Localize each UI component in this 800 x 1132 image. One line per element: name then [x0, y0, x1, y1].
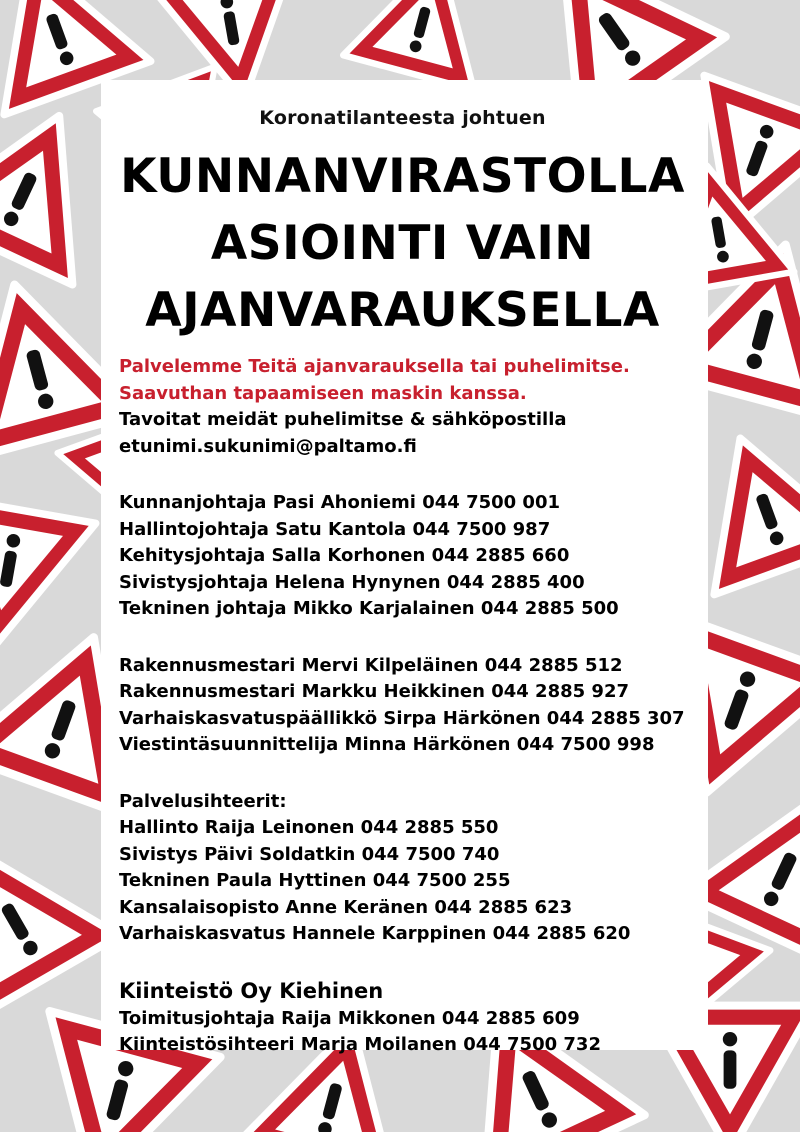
contact-entry: Kansalaisopisto Anne Keränen 044 2885 623 [119, 896, 573, 918]
contact-entry: Tekninen johtaja Mikko Karjalainen 044 2885 500 [119, 598, 619, 619]
contact-entry: Hallinto Raija Leinonen 044 2885 550 [119, 817, 499, 838]
contact-entry: Hallintojohtaja Satu Kantola 044 7500 987 [119, 518, 551, 540]
secretaries-list [119, 789, 686, 948]
notice-intro: Koronatilanteesta johtuen [259, 107, 546, 129]
company-title: Kiinteistö Oy Kiehinen [119, 978, 384, 1003]
headline-line: AJANVARAUKSELLA [145, 283, 660, 338]
warning-triangle-sign-icon [343, 0, 505, 90]
contact-line: Tavoitat meidät puhelimitse & sähköpostilla [119, 409, 567, 430]
leaders-list [119, 490, 686, 623]
notice-headline [119, 143, 686, 344]
contact-entry: Kehitysjohtaja Salla Korhonen 044 2885 660 [119, 545, 570, 566]
contact-entry: Kunnanjohtaja Pasi Ahoniemi 044 7500 001 [119, 492, 560, 513]
contact-entry: Tekninen Paula Hyttinen 044 7500 255 [119, 870, 511, 891]
notice-sheet [101, 80, 708, 1055]
staff-list [119, 653, 686, 759]
contact-entry: Kiinteistösihteeri Marja Moilanen 044 7500 732 [119, 1034, 601, 1055]
contact-entry: Rakennusmestari Markku Heikkinen 044 2885 927 [119, 681, 629, 702]
contact-entry: Sivistysjohtaja Helena Hynynen 044 2885 400 [119, 571, 585, 593]
warning-triangle-sign-icon [0, 496, 96, 659]
contact-entry: Varhaiskasvatuspäällikkö Sirpa Härkönen 044 2885 307 [119, 707, 685, 729]
contact-entry: Sivistys Päivi Soldatkin 044 7500 740 [119, 843, 500, 865]
service-info [119, 354, 686, 460]
contact-entry: Rakennusmestari Mervi Kilpeläinen 044 2885 512 [119, 654, 623, 676]
secretaries-title: Palvelusihteerit: [119, 790, 287, 812]
contact-entry: Toimitusjohtaja Raija Mikkonen 044 2885 609 [119, 1007, 580, 1029]
headline-line: ASIOINTI VAIN [210, 216, 595, 271]
contact-entry: Varhaiskasvatus Hannele Karppinen 044 2885 620 [119, 923, 631, 944]
email-address[interactable]: etunimi.sukunimi@paltamo.fi [119, 435, 417, 457]
service-line: Palvelemme Teitä ajanvarauksella tai puhelimitse. [119, 356, 630, 377]
service-line: Saavuthan tapaamiseen maskin kanssa. [119, 382, 527, 404]
headline-line: KUNNANVIRASTOLLA [120, 149, 685, 204]
contact-entry: Viestintäsuunnittelija Minna Härkönen 044 7500 998 [119, 734, 655, 755]
